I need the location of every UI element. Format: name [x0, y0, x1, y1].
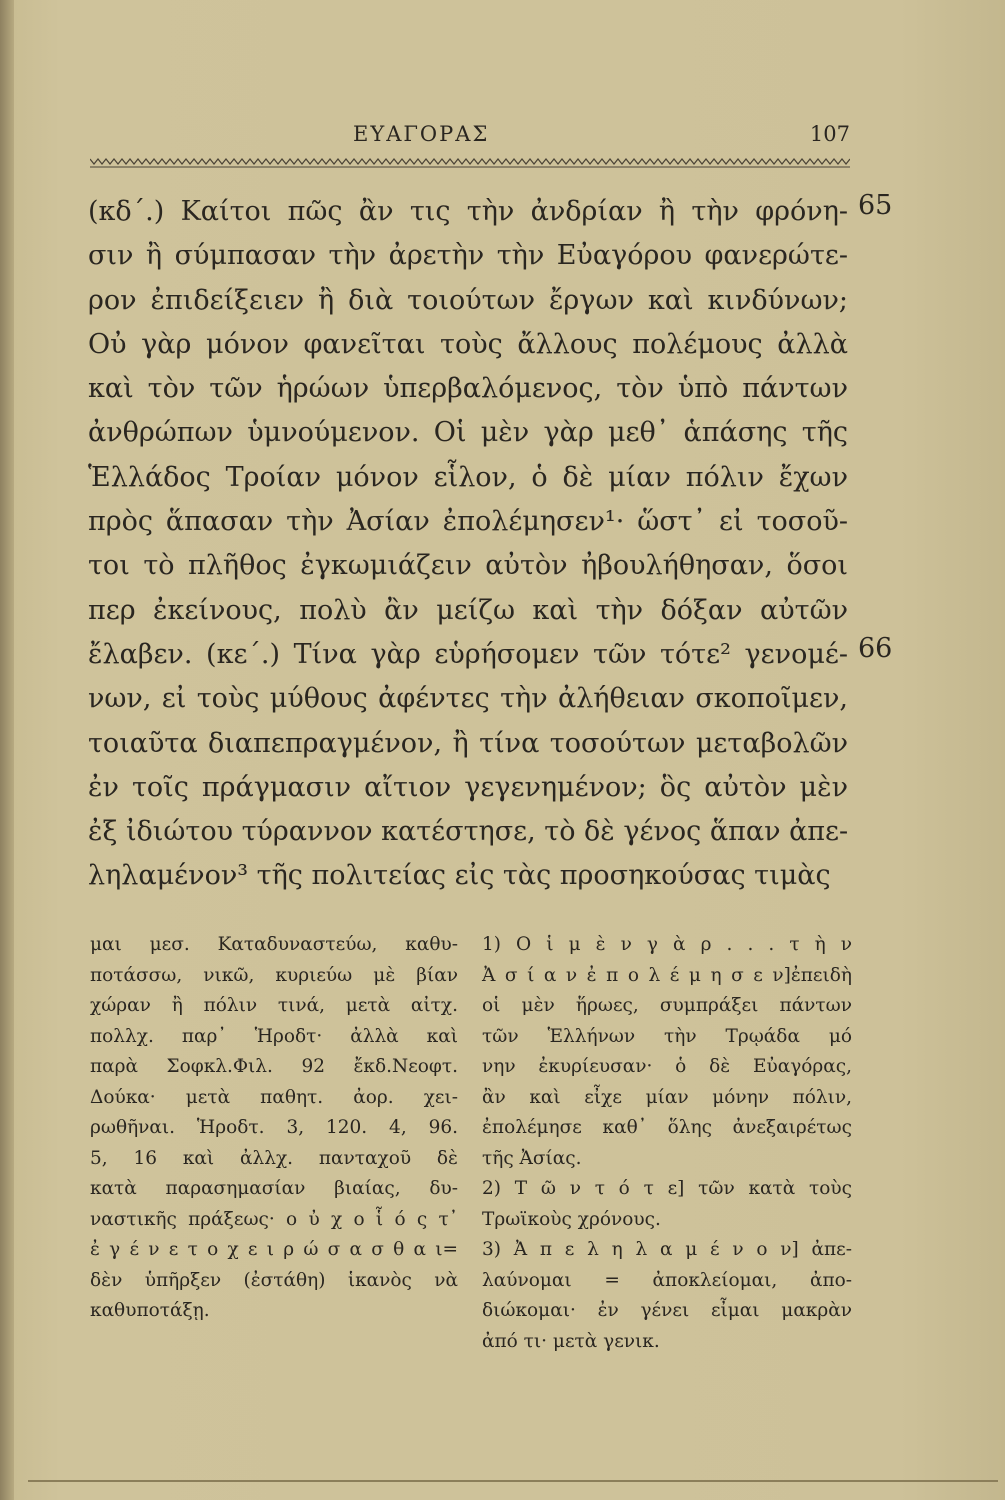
header-wavy-rule: [90, 156, 850, 170]
note-line: τῶν Ἑλλήνων τὴν Τρῳάδα μό: [482, 1025, 852, 1047]
running-title: ΕΥΑΓΟΡΑΣ: [353, 122, 490, 146]
note-line: ἂν καὶ εἶχε μίαν μόνην πόλιν,: [482, 1086, 852, 1108]
text-line: τοι τὸ πλῆθος ἐγκωμιάζειν αὐτὸν ἠβουλήθησαν, ὅσοι: [88, 550, 848, 582]
text-line: ληλαμένον³ τῆς πολιτείας εἰς τὰς προσηκούσας τιμὰς: [88, 860, 831, 892]
text-line: καὶ τὸν τῶν ἡρώων ὑπερβαλόμενος, τὸν ὑπὸ πάντων: [88, 373, 848, 405]
margin-number: 66: [858, 633, 893, 664]
note-line: ρωθῆναι. Ἡροδτ. 3, 120. 4, 96.: [90, 1117, 458, 1138]
text-line: σιν ἢ σύμπασαν τὴν ἀρετὴν τὴν Εὐαγόρου φανερώτε-: [88, 240, 848, 272]
text-line: (κδ΄.) Καίτοι πῶς ἂν τις τὴν ἀνδρίαν ἢ τὴν φρόνη-: [88, 196, 848, 227]
note-line: οἱ μὲν ἥρωες, συμπράξει πάντων: [482, 995, 852, 1016]
note-line: μαι μεσ. Καταδυναστεύω, καθυ-: [90, 934, 458, 955]
text-line: Οὐ γὰρ μόνον φανεῖται τοὺς ἄλλους πολέμους ἀλλὰ: [88, 328, 848, 360]
text-line: πρὸς ἅπασαν τὴν Ἀσίαν ἐπολέμησεν¹· ὥστ᾽ εἰ τοσοῦ-: [88, 506, 848, 538]
note-line: 5, 16 καὶ ἀλλχ. πανταχοῦ δὲ: [90, 1147, 458, 1169]
note-line: ἐ γ έ ν ε τ ο χ ε ι ρ ώ σ α σ θ α ι=: [90, 1239, 458, 1260]
note-line: 2) Τ ῶ ν τ ό τ ε] τῶν κατὰ τοὺς: [482, 1178, 852, 1199]
note-line: νην ἐκυρίευσαν· ὁ δὲ Εὐαγόρας,: [482, 1056, 852, 1077]
text-line: Ἑλλάδος Τροίαν μόνον εἷλον, ὁ δὲ μίαν πόλιν ἔχων: [88, 461, 848, 493]
text-line: νων, εἰ τοὺς μύθους ἀφέντες τὴν ἀλήθειαν σκοποῖμεν,: [88, 683, 848, 715]
note-line: διώκομαι· ἐν γένει εἶμαι μακρὰν: [482, 1300, 852, 1321]
text-line: ἔλαβεν. (κε΄.) Τίνα γὰρ εὑρήσομεν τῶν τότε² γενομέ-: [88, 638, 848, 670]
note-line: πολλχ. παρ᾽ Ἡροδτ· ἀλλὰ καὶ: [90, 1025, 458, 1047]
page-number: 107: [809, 122, 850, 146]
note-line: κατὰ παρασημασίαν βιαίας, δυ-: [90, 1178, 458, 1199]
note-line: ἐπολέμησε καθ᾽ ὅλης ἀνεξαιρέτως: [482, 1117, 852, 1138]
text-line: ἐξ ἰδιώτου τύραννον κατέστησε, τὸ δὲ γένος ἅπαν ἀπε-: [88, 816, 849, 848]
page-spine-edge: [0, 0, 14, 1500]
text-line: ἀνθρώπων ὑμνούμενον. Οἱ μὲν γὰρ μεθ᾽ ἁπάσης τῆς: [88, 417, 848, 449]
note-line: Δούκα· μετὰ παθητ. ἀορ. χει-: [90, 1086, 458, 1108]
footnotes-right-column: [482, 930, 852, 1357]
text-line: ἐν τοῖς πράγμασιν αἴτιον γεγενημένον; ὃς αὐτὸν μὲν: [88, 771, 848, 803]
text-line: περ ἐκείνους, πολὺ ἂν μείζω καὶ τὴν δόξαν αὐτῶν: [88, 594, 848, 626]
note-line: Ἀ σ ί α ν ἐ π ο λ έ μ η σ ε ν]ἐπειδὴ: [482, 964, 852, 986]
footnotes-left-column: [90, 930, 458, 1327]
margin-number: 65: [858, 190, 893, 221]
text-line: τοιαῦτα διαπεπραγμένον, ἢ τίνα τοσούτων μεταβολῶν: [88, 727, 848, 759]
note-line: χώραν ἢ πόλιν τινά, μετὰ αἰτχ.: [90, 995, 458, 1016]
note-line: παρὰ Σοφκλ.Φιλ. 92 ἔκδ.Νεοφτ.: [90, 1056, 458, 1077]
note-line: καθυποτάξῃ.: [90, 1300, 210, 1321]
text-line: ρον ἐπιδείξειεν ἢ διὰ τοιούτων ἔργων καὶ κινδύνων;: [88, 284, 848, 316]
note-line: δὲν ὑπῆρξεν (ἐστάθη) ἱκανὸς νὰ: [90, 1269, 458, 1291]
note-line: 1) Ο ἱ μ ὲ ν γ ὰ ρ . . . τ ὴ ν: [482, 934, 852, 955]
note-line: ποτάσσω, νικῶ, κυριεύω μὲ βίαν: [90, 964, 458, 986]
page-bottom-edge: [28, 1480, 998, 1482]
note-line: τῆς Ἀσίας.: [482, 1147, 582, 1169]
note-line: ναστικῆς πράξεως· ο ὐ χ ο ἷ ό ς τ᾽: [90, 1208, 458, 1230]
note-line: λαύνομαι = ἀποκλείομαι, ἀπο-: [482, 1269, 852, 1291]
note-line: Τρωϊκοὺς χρόνους.: [482, 1208, 661, 1230]
note-line: 3) Ἀ π ε λ η λ α μ έ ν ο ν] ἀπε-: [482, 1239, 852, 1260]
main-text: [88, 190, 848, 899]
note-line: ἀπό τι· μετὰ γενικ.: [482, 1330, 660, 1352]
